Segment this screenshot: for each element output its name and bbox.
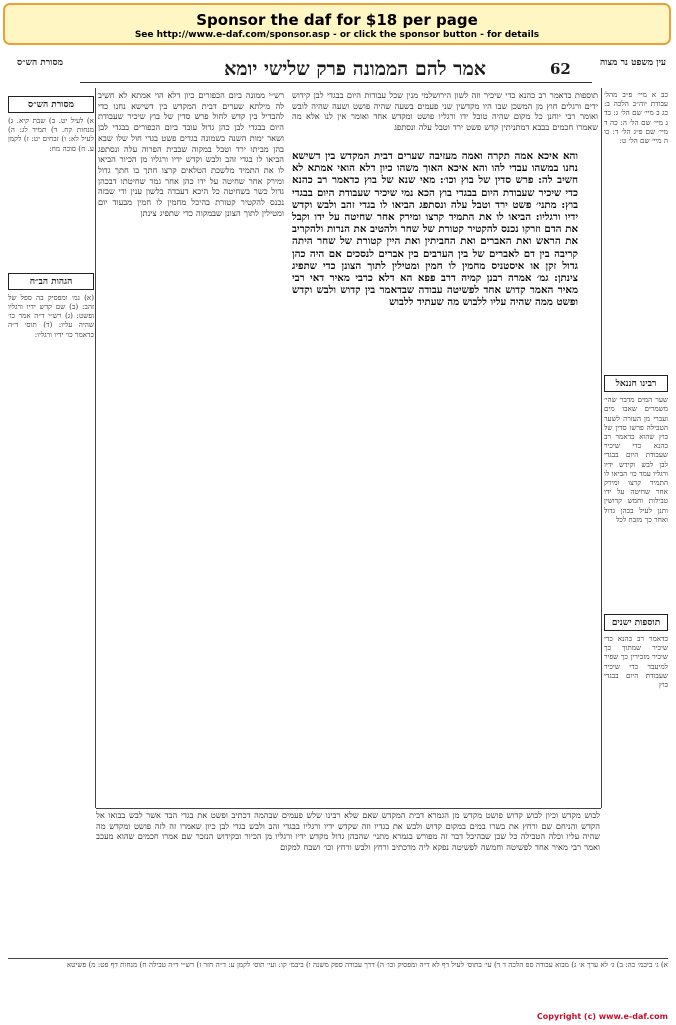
masoret-heading: מסורת הש״ס — [8, 96, 94, 113]
haggahot-text: (א) גמ׳ ומפסיק בה ספל של זהב: (ב) שם קדש ידיו ורגליו ופשט: (ג) רש״י ד״ה אמר כו׳ שהיה עליו: (ד) תוס׳ ד״ה כדאמר כו׳ ידיו ורגליו: — [8, 292, 94, 339]
copyright-link[interactable]: Copyright (c) www.e-daf.com — [536, 1012, 668, 1021]
tosafot-commentary: תוספות כדאמר רב כהנא כדי שיכיר וזה לשון הירושלמי מנין שכל עבודות היום בבגדי לבן קידוש ידים ורגלים חוץ מן המשכן שבו היו מקדשין שני פעמים בשעה שהיה פושט ושעה שהיה לובש ואומר רבי יוחנן כל מקום שהיה טובל ידו ורגליו פושט ומקדש אחד ואומר אין לנו אלא מה שאמרו חכמים בבבא דמתניתין קדש פשט ירד וטבל עלה ונסתפג — [292, 90, 598, 133]
sponsor-subtitle: See http://www.e-daf.com/sponsor.asp - or click the sponsor button - for details — [134, 30, 540, 40]
masoret-text: א) לעיל יט. ב) שבת קיא. ג) מנחות קח. ד) תמיד לג: ה) לעיל לא: ו) זבחים יט: ז) לקמן ע. ח) סוכה מח: — [8, 116, 94, 153]
right-margin — [604, 90, 668, 830]
right-divider — [601, 88, 602, 808]
header-right-label: עין משפט נר מצוה — [599, 58, 667, 68]
header-rule — [80, 82, 592, 83]
ein-mishpat-text: כב א מיי׳ פ״ב מהל׳ עבודת יוה״כ הלכה ב: כג ב מיי׳ שם הל׳ ג: כד ג מיי׳ שם הל׳ ה: כה ד מיי׳ שם פ״ג הל׳ ד: כו ה מיי׳ שם הל׳ ט: — [604, 90, 668, 146]
page-header — [10, 58, 666, 88]
bottom-commentary: לבוש מקדש וכיון לבוש קדוש פושט מקדש מן הגמרא דבית המקדש שאם שלא רבינו שלש פעמים שבהמה דכתיב ופשט את בגדי הבד אשר לבש בבואו אל הקדש והניחם שם ורחץ את בשרו במים במקום קדוש ולבש את בגדיו וזה שקדש ידיו ורגליו בבגדי זהב ולבש בגדי לבן כיון שאמרו זה לזה פושט ומקדש מה שהיה עליו וכלה הטבילה כל שכן שבהיכל דבר זה מפורש בגמרא מתני׳ שהכהן גדול מקדש ידיו ורגליו מן הכיור ובקידוש הנזכר שם אמרו חכמים שהוא מעכב ואמר רבי מאיר אחד לפשיטה וחמשה לפשיטה נפקא ליה מדכתיב ורחץ ולבש ורחץ וכו׳ ושבח למקום — [96, 810, 600, 853]
sponsor-title[interactable]: Sponsor the daf for $18 per page — [196, 11, 478, 29]
left-divider — [95, 88, 96, 808]
header-left-label: מסורת הש״ס — [17, 58, 63, 68]
haggahot-heading: הגהות הב״ח — [8, 273, 94, 290]
tosafot-yeshanim-heading: תוספות ישנים — [604, 614, 668, 631]
bottom-divider — [96, 808, 601, 809]
rabbeinu-chananel-text: שער המים מדבר שהי׳ משמרים שאבו מים ועברי מן העזרה לשער הטבילה פרשו סדין של בוץ שהוא כדאמר רב כהנא כדי שיכיר שעבודת היום בבגדי לבן לבש וקידש ידיו ורגליו עמד כו׳ הביאו לו התמיד קרצו ומירק אחר שחיטה על ידו טבילות וחמש קדושין ותנן לעיל בכהן גדול ואחר כך מזבח לכל — [604, 395, 668, 524]
page-number: 62 — [550, 60, 571, 78]
gemara-text: והא איכא אמה תקרה ואמה מעזיבה שערים דבית המקדש בין דשישא נחנו במשהו עבדי להו והא איכא האוך משהו כיון דלא הואי אמתא לא חשיב לה: פרש סדין של בוץ וכו׳: מאי שנא של בוץ כדאמר רב כהנא כדי שיכיר שעבודת היום בבגדי בוץ הכא נמי שיכיר שעבודת היום בבגדי בוץ: מתני׳ פשט ירד וטבל עלה ונסתפג הביאו לו בגדי זהב ולבש וקדש ידיו ורגליו: הביאו לו את התמיד קרצו ומירק אחר שחיטה על ידו וקבל את הדם וזרקו נכנס להקטיר קטורת של שחר ולהטיב את הנרות ולהקריב את הראש ואת האברים ואת החביתין ואת היין קטורת של שחר היתה קריבה בין דם לאברים של בין הערבים בין אברים לנסכים אם היה כהן גדול זקן או איסטניס מחמין לו חמין ומטילין לתוך הצונן כדי שתפיג צינתן: גמ׳ אמרה רבנן קמיה דרב פפא הא דלא כרבי מאיר דאי רבי מאיר האמר קדוש אחד לפשיטה עבודה שבדאמר בין קדוש ולבש וקדש ופשט ממה שהיה עליו ללבוש מה שעתיד ללבוש — [292, 150, 578, 309]
page-title: אמר להם הממונה פרק שלישי יומא — [224, 58, 486, 80]
left-margin — [8, 90, 94, 830]
tosafot-yeshanim-text: כדאמר רב כהנא כדי שיכיר שמתוך כך שיכיר מזכירין כך שפיר למיעבד כדי שיכיר שעבודת היום בבגדי בוץ — [604, 634, 668, 690]
footnotes: א) ג׳ ביבמ׳ כה: ב) ג׳ לא ערך א׳ ג) מבוא עבודה ספ הלכה ד ד) עי׳ בתוס׳ לעיל דף לא ד״ה ומפסיק וכו׳ ה) דרך עבודה ספק משנה ו) ביבמ׳ קו: ועי׳ תוס׳ לקמן ע: ד״ה חזר ז) רש״י ד״ה טבילה ח) מנחות דף פט: מ) פשיטא — [66, 960, 668, 969]
rashi-commentary: רש״י ממונה ביום הכפורים כיון דלא הוי אמתא לא חשיב לה מילתא שערים דבית המקדש בין דשישא נחנו כדי להבדיל בין קדש לחול פרש סדין של בוץ שיכיר שעבודת היום בבגדי לבן כהן גדול עובד ביום הכפורים בבגדי לבן ושאר ימות השנה בשמונה בגדים פשט בגדי חול שלו שבא בהן מביתו ירד וטבל במקוה שבבית הפרוה עלה ונסתפג הביאו לו בגדי זהב ולבש וקדש ידיו ורגליו מן הכיור הביאו לו את התמיד מלשכת הטלאים קרצו חתך בו חתך גדול ומירק אחר שחיטה על ידו כהן אחר גמר שחיטתו דבכהן גדול כשר בשחיטה כל היכא דעבדה בלשון ענין ודי שבזה נכנס להקטיר קטורת בהיכל מחמין לו חמין מבעוד יום ומטילין לתוך הצונן שבמקוה כדי שתפיג צינתן — [98, 90, 284, 218]
sponsor-banner[interactable] — [3, 3, 671, 45]
rabbeinu-chananel-heading: רבינו חננאל — [604, 375, 668, 392]
